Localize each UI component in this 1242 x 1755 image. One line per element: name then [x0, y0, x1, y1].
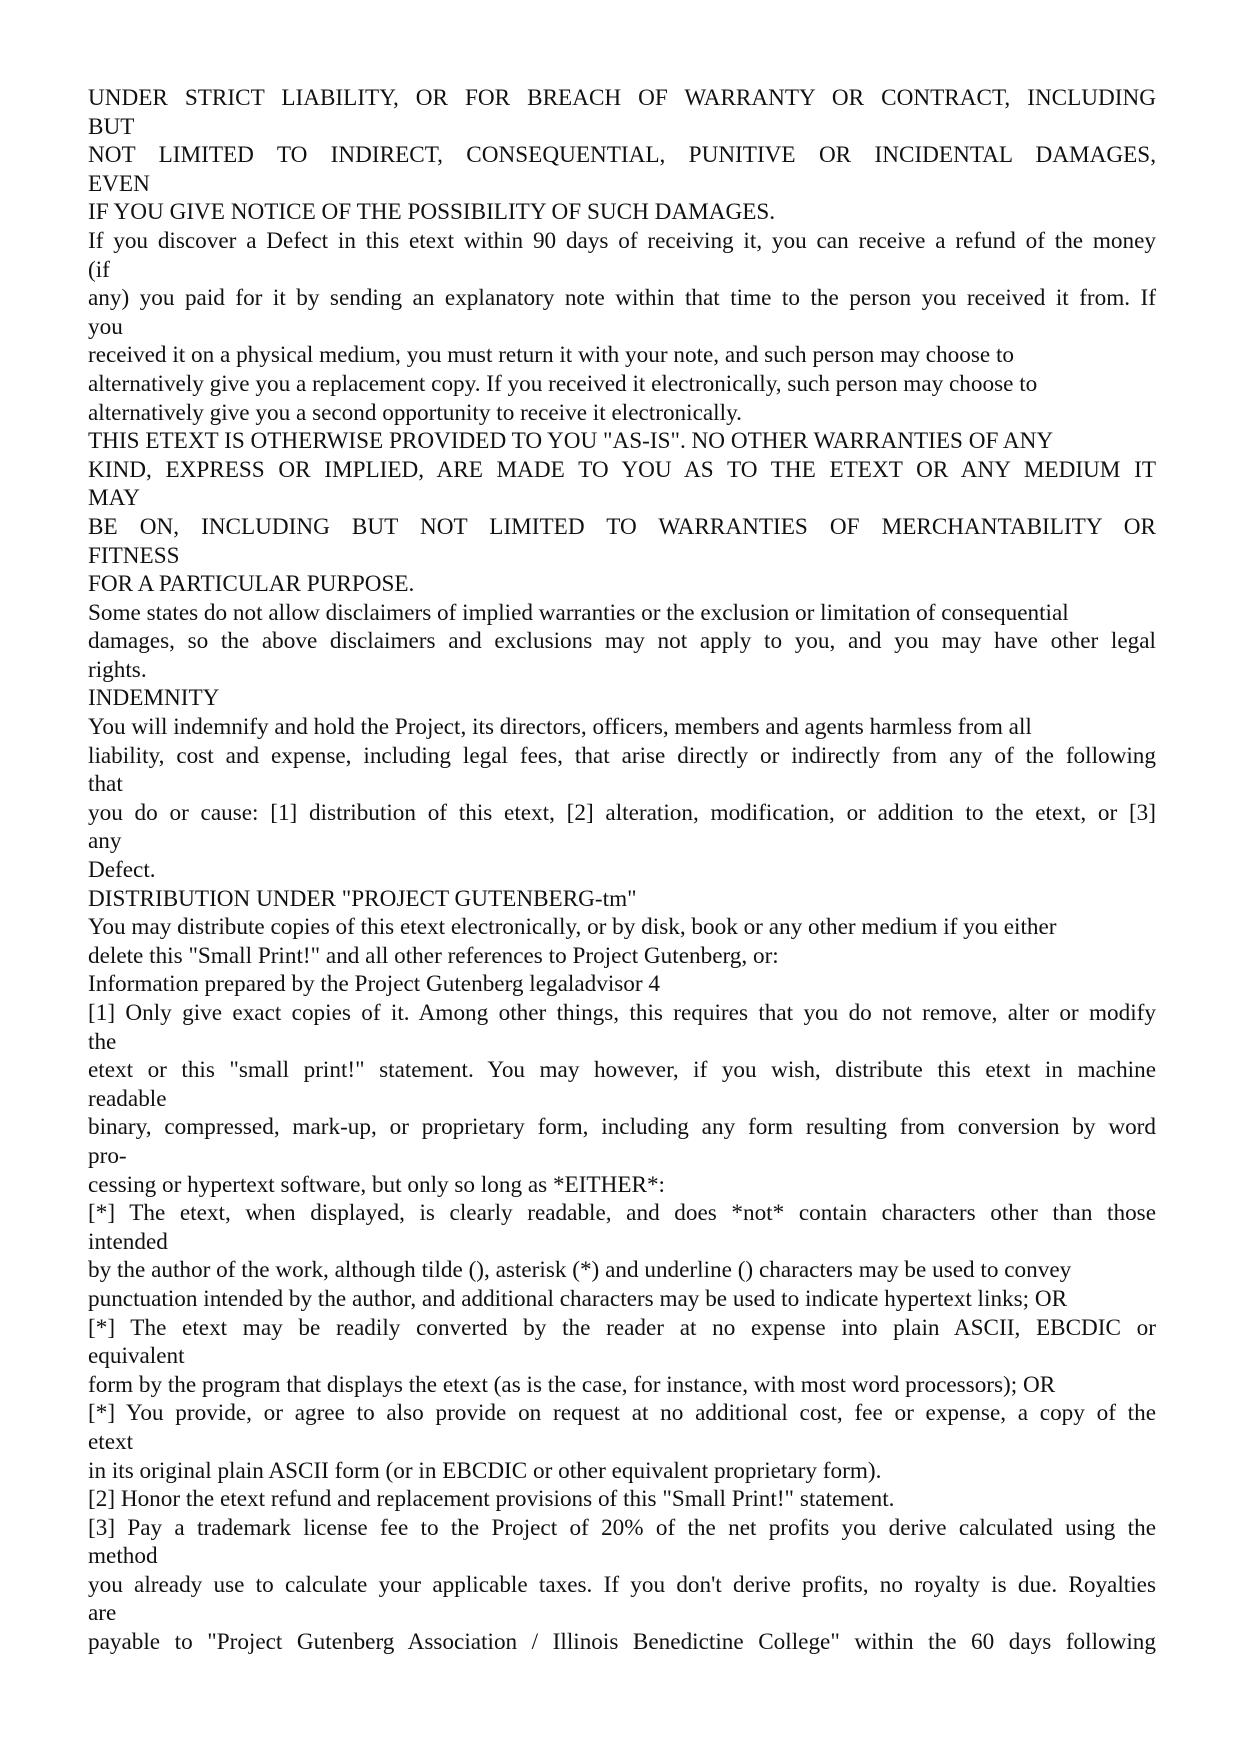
text-line: UNDER STRICT LIABILITY, OR FOR BREACH OF WARRANTY OR CONTRACT, INCLUDING: [88, 85, 1156, 111]
text-line: cessing or hypertext software, but only so long as *EITHER*:: [88, 1171, 666, 1198]
text-line: delete this "Small Print!" and all other references to Project Gutenberg, or:: [88, 942, 779, 969]
text-line: If you discover a Defect in this etext within 90 days of receiving it, you can receive a refund of the money: [88, 227, 1156, 254]
text-line: you: [88, 313, 123, 340]
text-line: are: [88, 1600, 117, 1627]
text-line: any) you paid for it by sending an explanatory note within that time to the person you received it from. If: [88, 285, 1156, 312]
text-line: readable: [88, 1085, 167, 1112]
text-line: damages, so the above disclaimers and exclusions may not apply to you, and you may have other legal: [88, 628, 1156, 655]
text-line: alternatively give you a second opportunity to receive it electronically.: [88, 399, 742, 426]
text-line: KIND, EXPRESS OR IMPLIED, ARE MADE TO YOU AS TO THE ETEXT OR ANY MEDIUM IT: [88, 456, 1156, 483]
text-line: BE ON, INCLUDING BUT NOT LIMITED TO WARRANTIES OF MERCHANTABILITY OR: [88, 513, 1156, 540]
text-line: you do or cause: [1] distribution of this etext, [2] alteration, modification, or addition to the etext, or [3]: [88, 799, 1156, 826]
text-line: [1] Only give exact copies of it. Among other things, this requires that you do not remove, alter or modify: [88, 1000, 1156, 1026]
text-line: binary, compressed, mark-up, or proprietary form, including any form resulting from conversion by word: [88, 1114, 1156, 1141]
text-line: any: [88, 828, 122, 855]
text-line: DISTRIBUTION UNDER "PROJECT GUTENBERG-tm": [88, 885, 637, 912]
text-line: [2] Honor the etext refund and replacement provisions of this "Small Print!" statement.: [88, 1486, 895, 1513]
document-page: [88, 84, 1156, 1657]
text-line: EVEN: [88, 170, 150, 197]
text-line: IF YOU GIVE NOTICE OF THE POSSIBILITY OF SUCH DAMAGES.: [88, 199, 776, 226]
text-line: payable to "Project Gutenberg Association / Illinois Benedictine College" within the 60 days following: [88, 1629, 1156, 1656]
text-line: MAY: [88, 485, 140, 512]
text-line: liability, cost and expense, including legal fees, that arise directly or indirectly from any of the following: [88, 742, 1156, 769]
text-line: [3] Pay a trademark license fee to the Project of 20% of the net profits you derive calculated using the: [88, 1514, 1156, 1541]
text-line: form by the program that displays the etext (as is the case, for instance, with most word processors); OR: [88, 1371, 1056, 1398]
text-line: NOT LIMITED TO INDIRECT, CONSEQUENTIAL, PUNITIVE OR INCIDENTAL DAMAGES,: [88, 142, 1156, 169]
text-line: you already use to calculate your applicable taxes. If you don't derive profits, no royalty is due. Royalties: [88, 1571, 1156, 1598]
text-line: method: [88, 1543, 158, 1570]
text-line: punctuation intended by the author, and additional characters may be used to indicate hypertext links; OR: [88, 1285, 1068, 1312]
text-line: [*] The etext may be readily converted by the reader at no expense into plain ASCII, EBCDIC or: [88, 1314, 1156, 1341]
text-line: Defect.: [88, 857, 156, 884]
text-line: THIS ETEXT IS OTHERWISE PROVIDED TO YOU "AS-IS". NO OTHER WARRANTIES OF ANY: [88, 428, 1054, 455]
text-line: FITNESS: [88, 542, 180, 569]
text-line: equivalent: [88, 1343, 185, 1370]
text-line: [*] The etext, when displayed, is clearly readable, and does *not* contain characters other than those: [88, 1200, 1156, 1227]
text-line: by the author of the work, although tilde (), asterisk (*) and underline () characters may be used to convey: [88, 1257, 1072, 1284]
text-line: Some states do not allow disclaimers of implied warranties or the exclusion or limitation of consequential: [88, 599, 1069, 626]
text-line: INDEMNITY: [88, 685, 220, 712]
text-line: You will indemnify and hold the Project, its directors, officers, members and agents harmless from all: [88, 714, 1032, 741]
text-line: intended: [88, 1228, 168, 1255]
text-line: rights.: [88, 656, 147, 683]
text-line: FOR A PARTICULAR PURPOSE.: [88, 571, 415, 598]
text-line: pro-: [88, 1142, 127, 1169]
text-line: [*] You provide, or agree to also provide on request at no additional cost, fee or expense, a copy of the: [88, 1400, 1156, 1427]
text-line: (if: [88, 256, 110, 283]
text-line: the: [88, 1028, 117, 1055]
text-line: that: [88, 771, 123, 798]
text-line: Information prepared by the Project Gutenberg legaladvisor 4: [88, 971, 660, 998]
text-line: etext: [88, 1428, 134, 1455]
text-line: BUT: [88, 113, 135, 140]
text-line: You may distribute copies of this etext electronically, or by disk, book or any other medium if you either: [88, 914, 1057, 941]
text-line: received it on a physical medium, you must return it with your note, and such person may choose to: [88, 342, 1015, 369]
text-line: alternatively give you a replacement copy. If you received it electronically, such person may choose to: [88, 370, 1038, 397]
text-line: etext or this "small print!" statement. You may however, if you wish, distribute this etext in machine: [88, 1057, 1156, 1084]
text-line: in its original plain ASCII form (or in EBCDIC or other equivalent proprietary form).: [88, 1457, 882, 1484]
